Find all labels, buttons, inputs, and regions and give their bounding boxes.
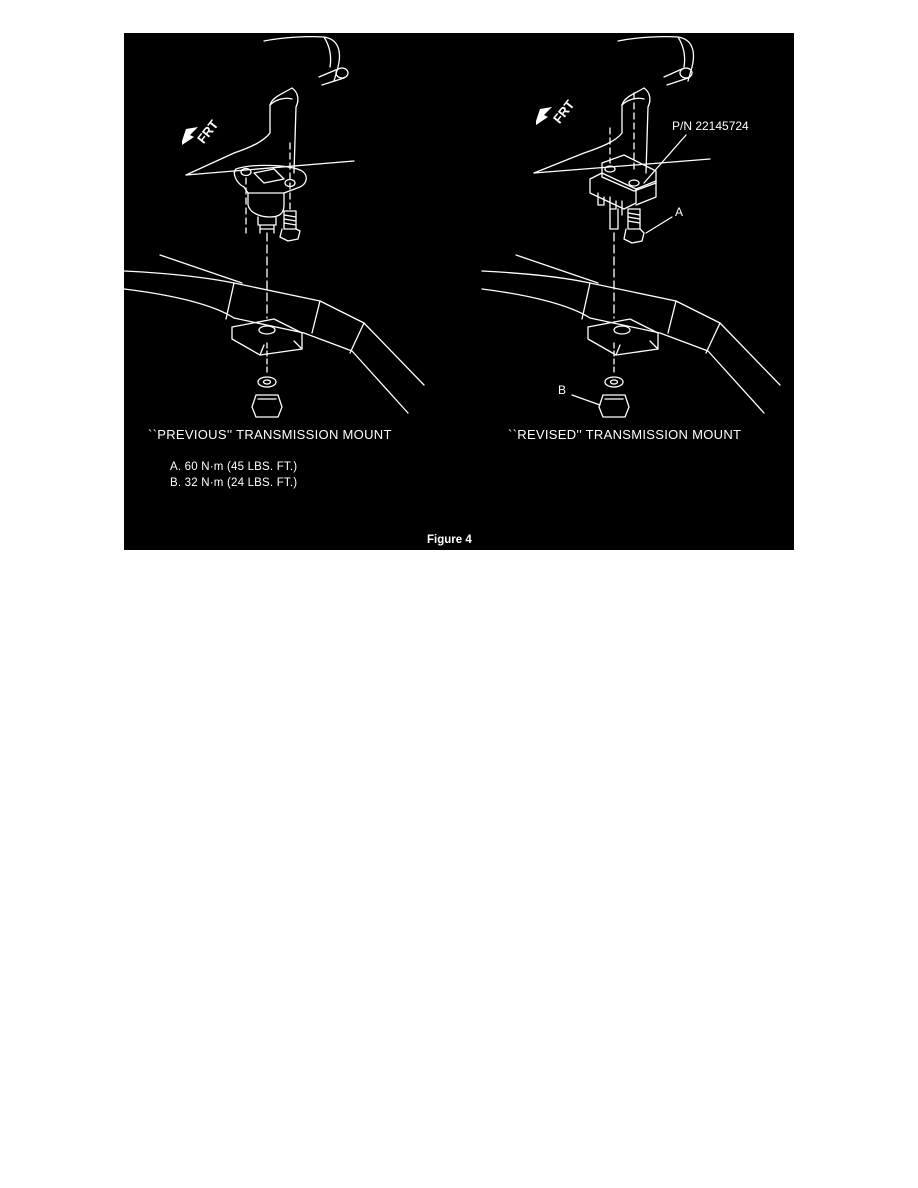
callout-b: B <box>558 383 567 397</box>
front-direction-label-right: FRT <box>550 97 578 127</box>
figure-caption: Figure 4 <box>427 534 472 546</box>
front-direction-label-left: FRT <box>194 117 222 147</box>
part-number-label: P/N 22145724 <box>672 119 749 133</box>
figure-panel <box>124 33 794 550</box>
left-panel-artwork <box>124 37 424 417</box>
revised-mount-title: ``REVISED'' TRANSMISSION MOUNT <box>508 427 742 442</box>
torque-spec-b: B. 32 N·m (24 LBS. FT.) <box>170 477 298 489</box>
previous-mount-title: ``PREVIOUS'' TRANSMISSION MOUNT <box>148 427 392 442</box>
torque-spec-a: A. 60 N·m (45 LBS. FT.) <box>170 461 298 473</box>
right-panel-artwork <box>482 37 780 417</box>
callout-a: A <box>675 205 684 219</box>
